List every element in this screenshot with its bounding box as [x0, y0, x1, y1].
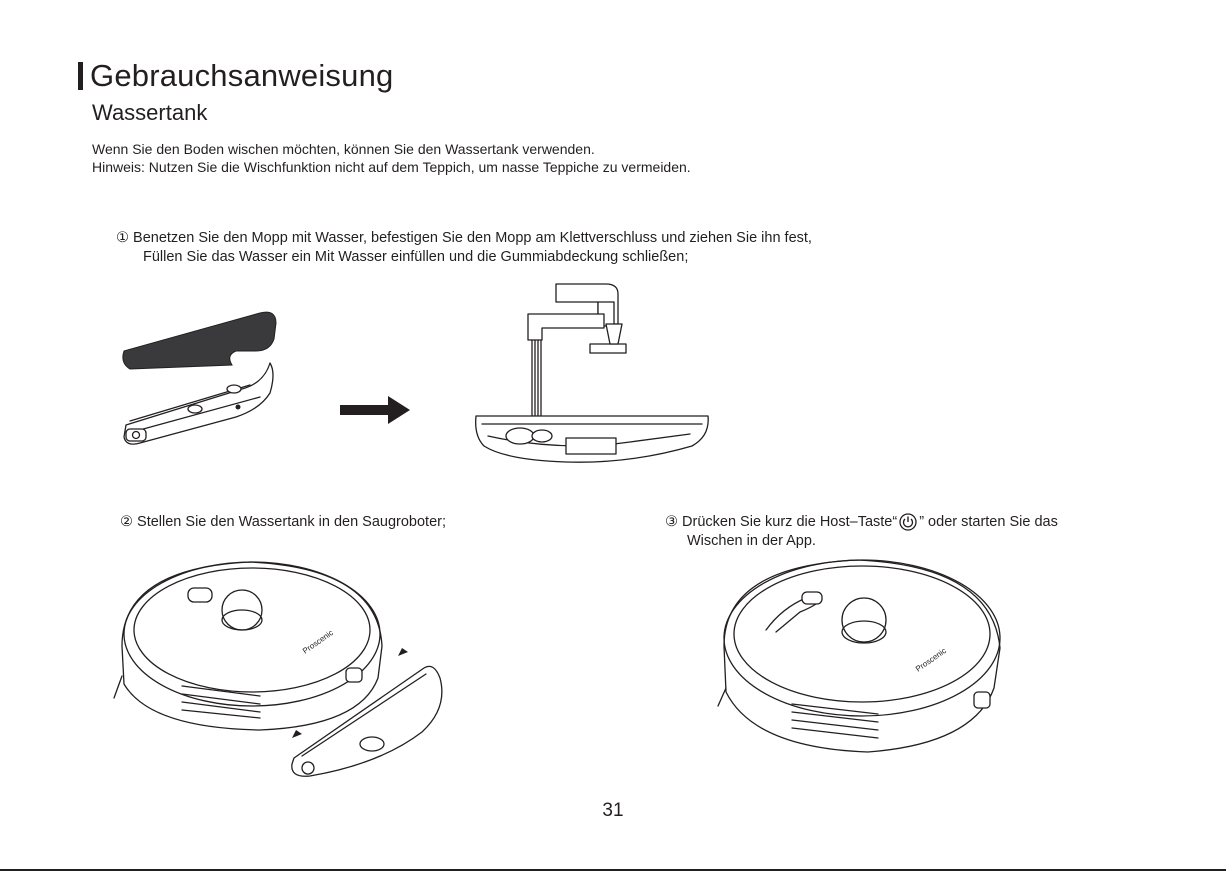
title-accent-bar	[78, 62, 83, 90]
step-3-line-1	[665, 513, 1058, 532]
robot-insert-tank-illustration	[110, 558, 460, 783]
faucet-icon	[528, 284, 626, 353]
page-number: 31	[602, 800, 624, 821]
mop-pad	[123, 312, 276, 369]
robot-press-button-illustration	[712, 556, 1012, 781]
bottom-rule	[0, 869, 1226, 871]
intro-line-2: Hinweis: Nutzen Sie die Wischfunktion nicht auf dem Teppich, um nasse Teppiche zu vermeiden.	[92, 159, 691, 175]
step-2-text	[120, 513, 446, 532]
insert-arrow-icon-1	[398, 648, 408, 656]
brand-logo: Proscenic	[300, 628, 335, 656]
power-button-icon	[899, 513, 917, 531]
intro-text	[92, 140, 691, 176]
step-1-line-2: Füllen Sie das Wasser ein Mit Wasser einfüllen und die Gummiabdeckung schließen;	[143, 249, 689, 265]
faucet-fill-illustration	[470, 278, 720, 468]
step-1-line-1: ① Benetzen Sie den Mopp mit Wasser, befestigen Sie den Mopp am Klettverschluss und ziehen Sie ihn fest,	[116, 230, 812, 246]
insert-arrow-icon-2	[292, 730, 302, 738]
robot-body	[122, 562, 382, 730]
step-2-line-1: ② Stellen Sie den Wassertank in den Saugroboter;	[120, 514, 447, 530]
mop-and-tank-illustration	[110, 305, 290, 455]
step-3-line-2: Wischen in der App.	[687, 533, 816, 549]
intro-line-1: Wenn Sie den Boden wischen möchten, können Sie den Wassertank verwenden.	[92, 141, 595, 157]
step-3-line-1-end: ” oder starten Sie das	[919, 514, 1058, 530]
step-3-text	[665, 513, 1058, 551]
right-arrow-icon	[340, 396, 412, 424]
step-3-line-1-start: ③ Drücken Sie kurz die Host–Taste“	[665, 514, 898, 530]
step-1-text	[116, 229, 812, 267]
brand-logo-2: Proscenic	[913, 646, 948, 674]
lidar-tower-2	[842, 598, 886, 642]
page-title: Gebrauchsanweisung	[90, 58, 394, 93]
section-title: Wassertank	[92, 100, 208, 125]
